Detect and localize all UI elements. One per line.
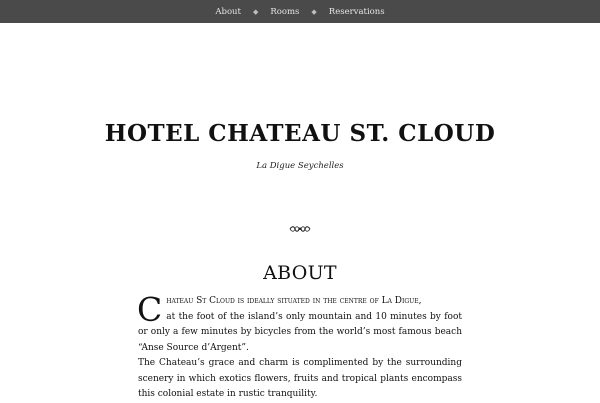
nav-link-about[interactable]: About — [215, 6, 241, 17]
nav-separator-icon: ◆ — [252, 7, 259, 16]
about-heading: ABOUT — [263, 262, 337, 284]
about-paragraph-1: at the foot of the island’s only mountain and 10 minutes by foot or only a few minutes by bicycles from the world’s most famous beach “Anse Source d’Argent”. — [138, 311, 462, 353]
site-tagline: La Digue Seychelles — [256, 161, 344, 171]
nav-separator-icon: ◆ — [311, 7, 317, 16]
nav-link-reservations[interactable]: Reservations — [328, 6, 385, 17]
top-navbar — [0, 0, 600, 23]
nav-link-rooms[interactable]: Rooms — [270, 6, 300, 17]
about-lead: hateau St Cloud is ideally situated in the centre of La Digue, — [166, 296, 422, 306]
about-content — [137, 290, 462, 403]
ornament-divider-icon — [289, 225, 311, 233]
about-paragraph-2: The Chateau’s grace and charm is complimented by the surrounding scenery in which exotics flowers, fruits and tropical plants encompass this colonial estate in rustic tranquility. — [138, 358, 462, 399]
drop-cap: C — [137, 290, 163, 329]
site-title[interactable]: HOTEL CHATEAU ST. CLOUD — [104, 120, 496, 147]
